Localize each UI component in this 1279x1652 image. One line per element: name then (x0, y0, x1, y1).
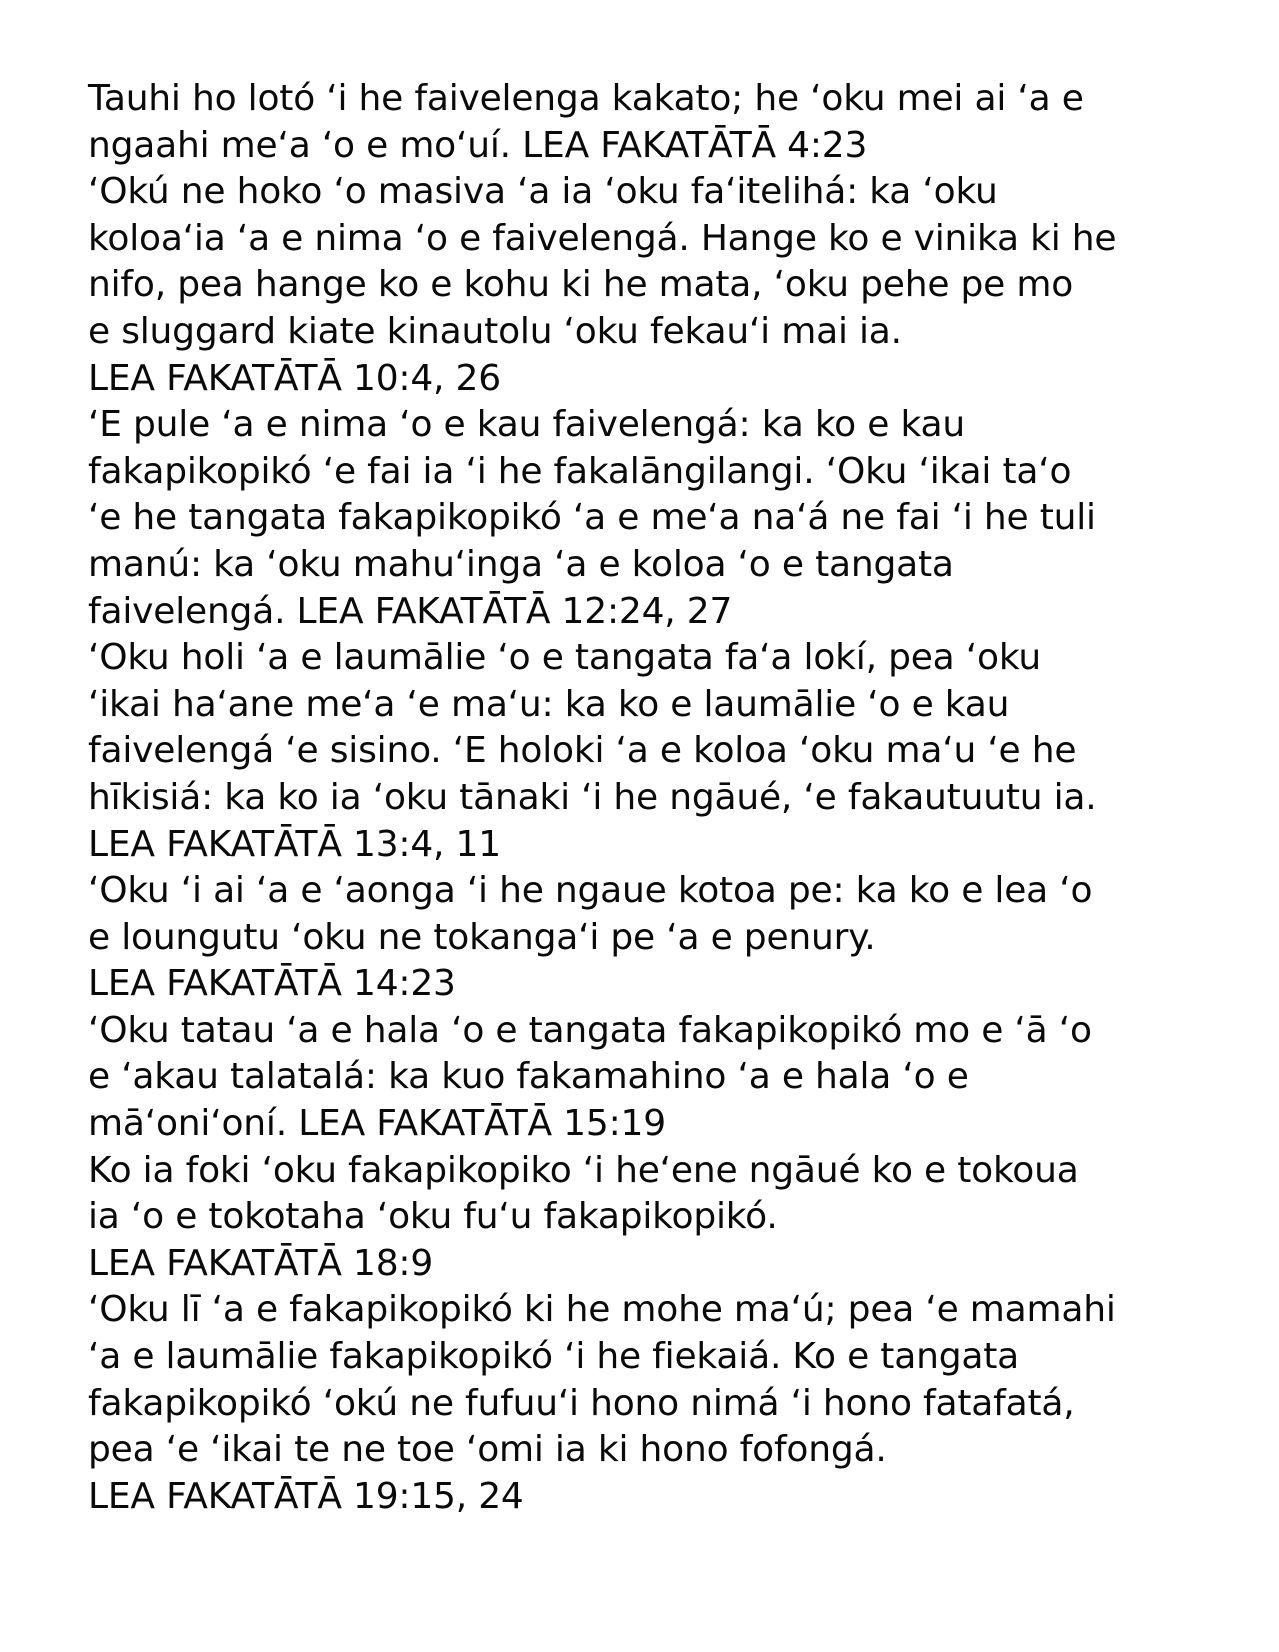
text-line: pea ʻe ʻikai te ne toe ʻomi ia ki hono fofongá. (88, 1429, 887, 1471)
text-line: e ʻakau talatalá: ka kuo fakamahino ʻa e hala ʻo e (88, 1056, 969, 1098)
text-line: faivelengá. LEA FAKATĀTĀ 12:24, 27 (88, 590, 733, 632)
text-line: faivelengá ʻe sisino. ʻE holoki ʻa e koloa ʻoku maʻu ʻe he (88, 730, 1077, 772)
scripture-reference: LEA FAKATĀTĀ 14:23 (88, 963, 456, 1005)
text-line: Tauhi ho lotó ʻi he faivelenga kakato; he ʻoku mei ai ʻa e (88, 78, 1084, 119)
text-line: ʻikai haʻane meʻa ʻe maʻu: ka ko e laumālie ʻo e kau (88, 683, 1010, 725)
text-line: e loungutu ʻoku ne tokangaʻi pe ʻa e penury. (88, 916, 876, 958)
scripture-reference: LEA FAKATĀTĀ 13:4, 11 (88, 823, 501, 865)
text-line: ʻOku tatau ʻa e hala ʻo e tangata fakapikopikó mo e ʻā ʻo (88, 1009, 1092, 1051)
text-line: fakapikopikó ʻe fai ia ʻi he fakalāngilangi. ʻOku ʻikai taʻo (88, 450, 1072, 492)
text-line: ʻOku lī ʻa e fakapikopikó ki he mohe maʻú; pea ʻe mamahi (88, 1289, 1116, 1331)
text-line: koloaʻia ʻa e nima ʻo e faivelengá. Hange ko e vinika ki he (88, 217, 1117, 259)
scripture-reference: LEA FAKATĀTĀ 10:4, 26 (88, 357, 501, 399)
text-line: ngaahi meʻa ʻo e moʻuí. LEA FAKATĀTĀ 4:23 (88, 124, 868, 166)
text-line: ʻa e laumālie fakapikopikó ʻi he fiekaiá. Ko e tangata (88, 1336, 1019, 1378)
text-line: manú: ka ʻoku mahuʻinga ʻa e koloa ʻo e tangata (88, 543, 954, 585)
text-line: e sluggard kiate kinautolu ʻoku fekauʻi mai ia. (88, 310, 902, 352)
text-line: ʻOku ʻi ai ʻa e ʻaonga ʻi he ngaue kotoa pe: ka ko e lea ʻo (88, 870, 1093, 912)
text-line: hīkisiá: ka ko ia ʻoku tānaki ʻi he ngāué, ʻe fakautuutu ia. (88, 776, 1097, 818)
text-line: nifo, pea hange ko e kohu ki he mata, ʻoku pehe pe mo (88, 264, 1074, 306)
text-line: māʻoniʻoní. LEA FAKATĀTĀ 15:19 (88, 1103, 666, 1145)
scripture-reference: LEA FAKATĀTĀ 18:9 (88, 1242, 434, 1284)
text-line: ʻE pule ʻa e nima ʻo e kau faivelengá: ka ko e kau (88, 404, 965, 446)
text-line: fakapikopikó ʻokú ne fufuuʻi hono nimá ʻi hono fatafatá, (88, 1382, 1075, 1424)
text-line: ia ʻo e tokotaha ʻoku fuʻu fakapikopikó. (88, 1196, 778, 1238)
document-page (88, 76, 1208, 1520)
text-line: ʻOku holi ʻa e laumālie ʻo e tangata faʻa lokí, pea ʻoku (88, 637, 1042, 679)
scripture-reference: LEA FAKATĀTĀ 19:15, 24 (88, 1475, 524, 1517)
text-line: ʻOkú ne hoko ʻo masiva ʻa ia ʻoku faʻitelihá: ka ʻoku (88, 171, 998, 213)
text-line: ʻe he tangata fakapikopikó ʻa e meʻa naʻá ne fai ʻi he tuli (88, 497, 1096, 539)
text-line: Ko ia foki ʻoku fakapikopiko ʻi heʻene ngāué ko e tokoua (88, 1149, 1079, 1191)
